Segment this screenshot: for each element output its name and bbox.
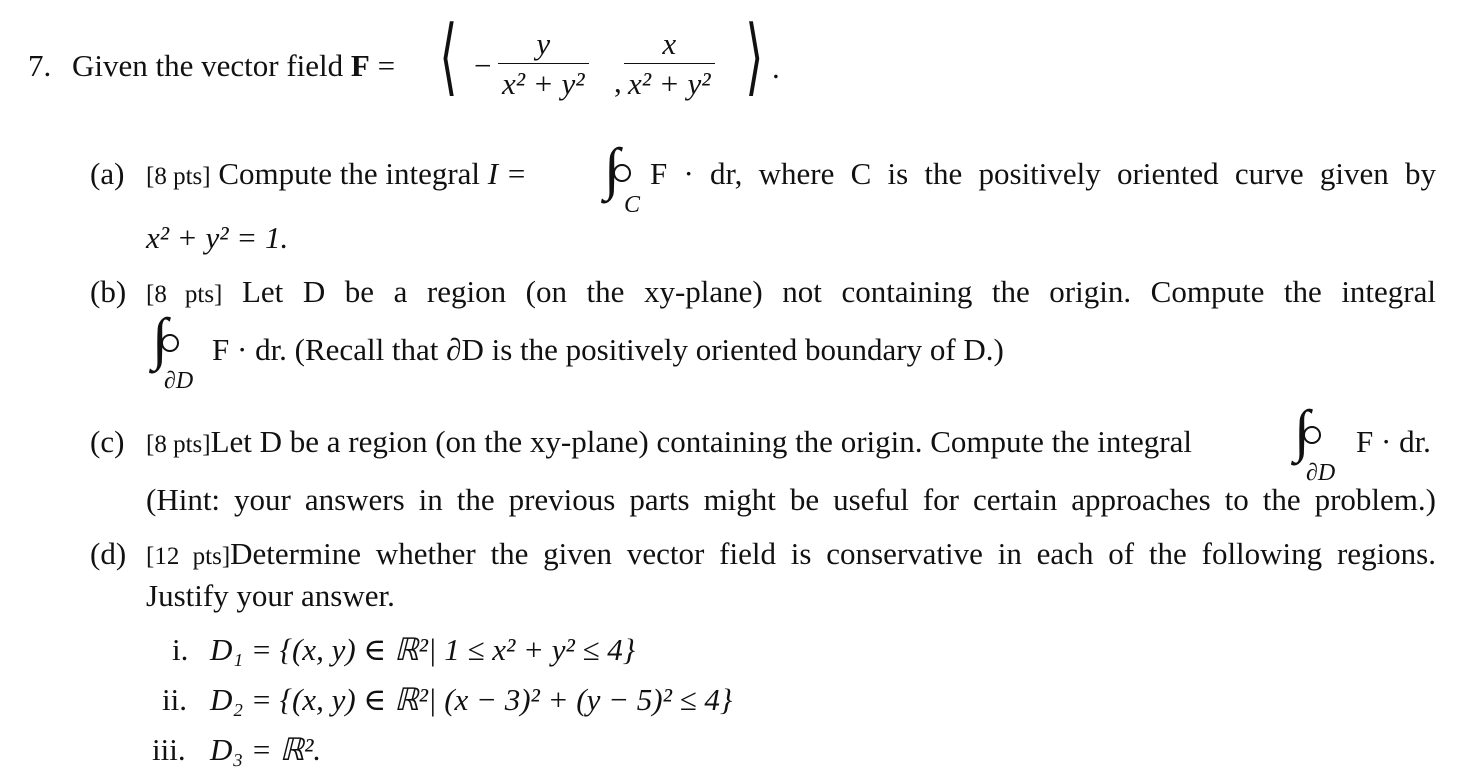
region-item-text: D₂ = {(x, y) ∈ ℝ²| (x − 3)² + (y − 5)² ≤ 4} — [210, 682, 733, 717]
part-d-line1 — [146, 538, 1436, 569]
right-angle-bracket: ⟩ — [745, 11, 764, 104]
fraction-1: $\frac{y}{\text{x² + y²}}$ — [496, 28, 591, 99]
part-c-line1-post: F · dr. — [1356, 424, 1431, 459]
part-a-line2: x² + y² = 1. — [146, 220, 289, 255]
part-b-text: Let D be a region (on the xy-plane) not containing the origin. Compute the integral — [241, 274, 1436, 309]
contour-integral-icon-a: ∫ — [604, 140, 620, 198]
part-c-pts: [8 pts] — [146, 431, 211, 458]
part-a-integral-sub: C — [624, 192, 641, 218]
part-d-label: (d) — [90, 536, 127, 571]
part-b-line2: F · dr. (Recall that ∂D is the positively oriented boundary of D.) — [212, 332, 1004, 367]
region-item-label: ii. — [162, 682, 187, 717]
denominator-1: x² + y² — [498, 63, 589, 99]
part-c-line1 — [146, 426, 1192, 457]
part-d-line2: Justify your answer. — [146, 578, 395, 613]
part-a-text-pre: Compute the integral — [218, 156, 481, 191]
part-b-integral-sub: ∂D — [164, 368, 194, 394]
part-a-var: I = — [487, 156, 527, 191]
part-b-pts: [8 pts] — [146, 281, 223, 308]
minus-sign: − — [474, 48, 492, 83]
part-c-integral-sub: ∂D — [1306, 460, 1336, 486]
region-item-label: iii. — [152, 732, 186, 767]
part-d-text: Determine whether the given vector field is conservative in each of the following regions. — [230, 536, 1436, 571]
part-a-pts: [8 pts] — [146, 163, 211, 190]
region-item-text: D₃ = ℝ². — [210, 732, 322, 767]
part-b-label: (b) — [90, 274, 127, 309]
problem-intro: Given the vector field F = — [72, 48, 396, 83]
left-angle-bracket: ⟨ — [439, 11, 458, 104]
part-b-line1 — [146, 276, 1436, 307]
region-item-label: i. — [172, 632, 189, 667]
denominator-2: x² + y² — [624, 63, 715, 99]
period: . — [772, 50, 780, 85]
part-c-text: Let D be a region (on the xy-plane) containing the origin. Compute the integral — [210, 424, 1192, 459]
part-a-line1-post: F · dr, where C is the positively oriented curve given by — [650, 156, 1436, 191]
part-d-pts: [12 pts] — [146, 543, 231, 570]
part-a-label: (a) — [90, 156, 125, 191]
region-item-text: D₁ = {(x, y) ∈ ℝ²| 1 ≤ x² + y² ≤ 4} — [210, 632, 636, 667]
part-a-line1 — [146, 158, 527, 189]
contour-integral-icon-c: ∫ — [1294, 402, 1310, 460]
part-c-line2: (Hint: your answers in the previous parts might be useful for certain approaches to the problem.) — [146, 482, 1436, 517]
problem-number: 7. — [28, 48, 52, 83]
part-c-label: (c) — [90, 424, 125, 459]
comma: , — [614, 64, 622, 99]
fraction-2: $\frac{x}{\text{x² + y²}}$ — [622, 28, 717, 99]
contour-integral-icon-b: ∫ — [152, 310, 168, 368]
